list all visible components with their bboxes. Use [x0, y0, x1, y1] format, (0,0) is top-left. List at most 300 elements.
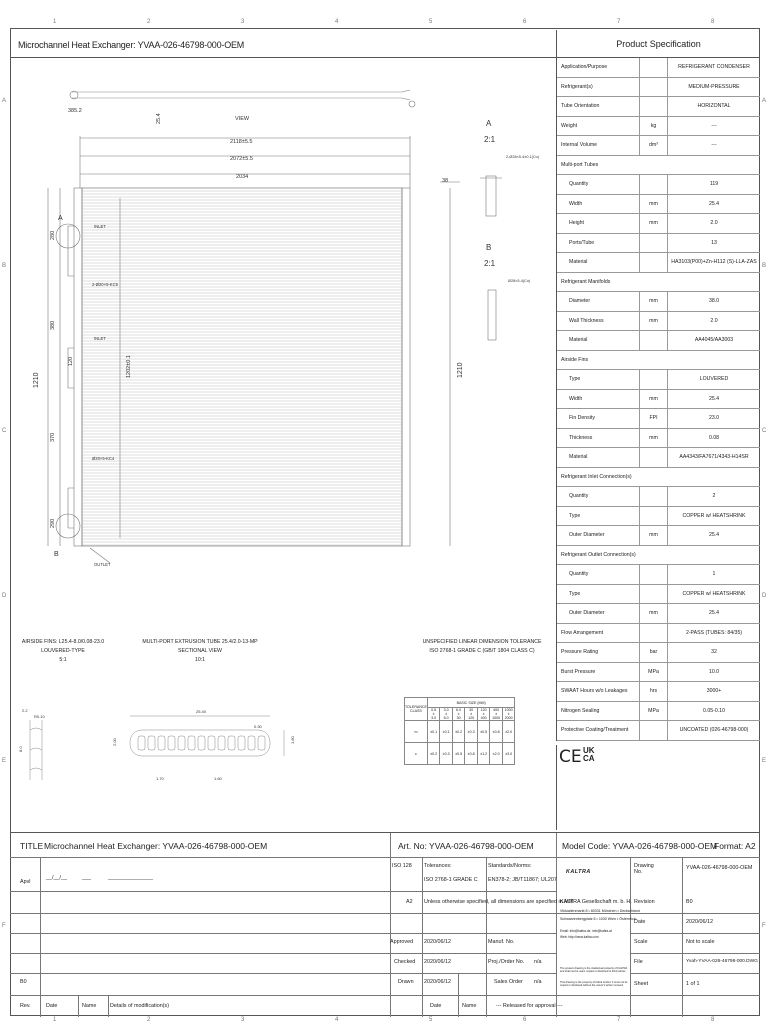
zone-row: B — [2, 263, 7, 269]
tol-class-header: TOLERANCE CLASS — [405, 698, 428, 721]
zone-markers-top — [10, 18, 760, 28]
spec-value: 119 — [667, 175, 760, 194]
dim-280: 280 — [50, 230, 56, 240]
spec-row — [557, 292, 760, 312]
tube-note-scale: 10:1 — [194, 657, 206, 663]
revision-value: B0 — [686, 899, 693, 905]
tol-value: ±2.0 — [502, 721, 515, 743]
spec-value: 10.0 — [667, 663, 760, 682]
spec-row — [557, 136, 760, 156]
zone-col: 8 — [711, 19, 715, 25]
fins-note-line2: LOUVERED-TYPE — [41, 648, 85, 654]
model-code: Model Code: YVAA-026-46798-000-OEM — [562, 841, 718, 851]
apvl-date: __/__/__ — [46, 875, 67, 881]
detail-b-scale: 2:1 — [484, 259, 496, 268]
spec-row — [557, 409, 760, 429]
spec-value: 23.0 — [667, 409, 760, 428]
section-views — [18, 700, 298, 792]
spec-label: Burst Pressure — [561, 668, 596, 675]
spec-value: 38.0 — [667, 292, 760, 311]
spec-unit — [639, 487, 667, 506]
sheet-value: 1 of 1 — [686, 981, 700, 987]
spec-unit — [639, 97, 667, 116]
spec-row — [557, 97, 760, 117]
spec-label: Thickness — [569, 434, 593, 441]
tol-value: ±0.8 — [490, 721, 503, 743]
tol-value: ±0.3 — [440, 743, 453, 765]
spec-label: Fin Density — [569, 415, 595, 422]
tol-value: ±2.0 — [490, 743, 503, 765]
label-a: A — [58, 215, 63, 222]
spec-value: 3000+ — [667, 682, 760, 701]
company-addr-2: Schwarzenbergplatz 6 • 1030 Wien • Österreich — [560, 917, 636, 921]
tol-range: 30 ± 120 — [465, 708, 478, 721]
zone-col: 6 — [523, 19, 527, 25]
spec-value: 32 — [667, 643, 760, 662]
drawing-title: Microchannel Heat Exchanger: YVAA-026-46798-000-OEM — [18, 40, 245, 50]
spec-unit — [639, 507, 667, 526]
spec-value: UNCOATED (026-46798-000) — [667, 721, 760, 740]
spec-unit: dm³ — [639, 136, 667, 155]
fins-note — [18, 638, 108, 665]
tube-dim-width: 25.40 — [196, 709, 207, 714]
company-addr-1: Viktualienmarkt 8 • 80331 München • Deutschland — [560, 909, 640, 913]
spec-row — [557, 624, 760, 644]
checked-label: Checked — [394, 959, 416, 965]
tol-range: 120 ± 400 — [477, 708, 490, 721]
apvl-details: _______________ — [108, 875, 153, 881]
zone-row: E — [2, 758, 7, 764]
spec-label: Protective Coating/Treatment — [561, 727, 629, 734]
spec-unit: MPa — [639, 702, 667, 721]
tol-basic-size-header: BASIC SIZE (MM) — [427, 698, 515, 708]
zone-row: D — [2, 593, 7, 599]
title-label: TITLE — [20, 841, 44, 851]
spec-heading: Refrigerant Manifolds — [561, 278, 611, 285]
title-value: Microchannel Heat Exchanger: YVAA-026-46798-000-OEM — [44, 841, 268, 851]
spec-value: 25.4 — [667, 604, 760, 623]
tol-range: 3.0 ± 6.0 — [440, 708, 453, 721]
spec-label: Nitrogen Sealing — [561, 707, 600, 714]
zone-row: F — [2, 923, 6, 929]
tube-note-line1: MULTI-PORT EXTRUSION TUBE 25.4/2.0-13-MP — [142, 639, 258, 645]
dim-370: 370 — [50, 432, 56, 442]
zone-row: A — [2, 98, 7, 104]
spec-unit — [639, 624, 667, 643]
zone-col: 4 — [335, 1017, 339, 1023]
spec-row — [557, 468, 760, 488]
spec-unit — [639, 565, 667, 584]
spec-row — [557, 663, 760, 683]
spec-value: MEDIUM-PRESSURE — [667, 78, 760, 97]
spec-label: Refrigerant(s) — [561, 83, 593, 90]
standards-value: EN378-2; JB/T11867; UL207 — [488, 877, 557, 883]
spec-label: SWAAT Hours w/o Leakages — [561, 688, 628, 695]
spec-value: 0.08 — [667, 429, 760, 448]
pipe-note-1: 2-Ø20×5-KC5 — [92, 282, 118, 287]
spec-row — [557, 721, 760, 741]
spec-unit: mm — [639, 390, 667, 409]
spec-unit: bar — [639, 643, 667, 662]
spec-value: LOUVERED — [667, 370, 760, 389]
spec-value: 2-PASS (TUBES: 84/35) — [667, 624, 760, 643]
spec-label: Material — [569, 259, 588, 266]
dim-38: 38 — [442, 178, 449, 184]
spec-row — [557, 682, 760, 702]
tube-port — [198, 736, 205, 750]
spec-label: Diameter — [569, 298, 591, 305]
zone-col: 7 — [617, 19, 621, 25]
spec-unit: hrs — [639, 682, 667, 701]
spec-row — [557, 195, 760, 215]
dim-1202: 1202±0.1 — [126, 355, 132, 378]
tube-note-line2: SECTIONAL VIEW — [178, 648, 222, 654]
tolerance-note-line1: UNSPECIFIED LINEAR DIMENSION TOLERANCE — [422, 639, 542, 645]
zone-row: F — [762, 923, 766, 929]
zone-markers-right — [760, 28, 770, 1016]
spec-value: HA3103(P00)+Zn-H112 (S)-LLA-ZAS — [667, 253, 760, 272]
spec-value: 2.0 — [667, 214, 760, 233]
detail-a-note: 2-Ø28×5-4±0.1(Cu) — [506, 155, 540, 159]
spec-label: Type — [569, 512, 581, 519]
company-web: Web: http://www.kaltra.com — [560, 935, 599, 939]
spec-value: 1 — [667, 565, 760, 584]
tube-dim-a: 0.30 — [254, 724, 262, 729]
spec-unit — [639, 721, 667, 740]
spec-row — [557, 604, 760, 624]
tol-value: ±0.3 — [465, 721, 478, 743]
spec-label: Tube Orientation — [561, 103, 600, 110]
sales-order-label: Sales Order — [494, 979, 523, 985]
spec-unit: mm — [639, 429, 667, 448]
tol-value: ±0.5 — [452, 743, 465, 765]
ce-mark-icon: CE — [559, 747, 582, 767]
spec-row — [557, 273, 760, 293]
spec-label: Width — [569, 395, 583, 402]
legal-note-2: This drawing is the property of Kaltra GmbH. It must not be copied or disclosed without the owner's written consent — [560, 981, 628, 988]
spec-unit: mm — [639, 292, 667, 311]
name-label-2: Name — [462, 1003, 477, 1009]
spec-row — [557, 351, 760, 371]
zone-col: 7 — [617, 1017, 621, 1023]
unless-note: Unless otherwise specified, all dimensions are specified in MM — [424, 899, 574, 905]
spec-value: REFRIGERANT CONDENSER — [667, 58, 760, 77]
spec-row — [557, 390, 760, 410]
spec-label: Weight — [561, 122, 578, 129]
tol-value: ±0.1 — [440, 721, 453, 743]
dim-290: 290 — [50, 518, 56, 528]
tolerance-note — [412, 638, 552, 656]
spec-value: --- — [667, 136, 760, 155]
tolerances-label: Tolerances: — [424, 863, 452, 869]
company-email: Email: info@kaltra.de, info@kaltra.at — [560, 929, 612, 933]
spec-row — [557, 175, 760, 195]
drawn-date: 2020/06/12 — [424, 979, 451, 985]
spec-row — [557, 253, 760, 273]
approved-label: Approved — [390, 939, 414, 945]
spec-label: Application/Purpose — [561, 64, 608, 71]
tol-value: ±0.2 — [452, 721, 465, 743]
art-no: Art. No: YVAA-026-46798-000-OEM — [398, 841, 534, 851]
drawing-no-value: YVAA-026-46798-000-OEM — [686, 865, 753, 871]
spec-heading: Airside Fins — [561, 356, 589, 363]
spec-table — [556, 58, 760, 741]
tol-range: 6.0 ± 30 — [452, 708, 465, 721]
tol-value: ±0.5 — [477, 721, 490, 743]
spec-row — [557, 331, 760, 351]
certification-marks — [556, 745, 760, 830]
tube-dim-pitch: 1.80 — [290, 736, 295, 744]
dim-254: 25.4 — [156, 113, 162, 124]
zone-col: 1 — [53, 19, 57, 25]
spec-unit: kg — [639, 117, 667, 136]
tube-port — [158, 736, 165, 750]
spec-row — [557, 565, 760, 585]
spec-row — [557, 507, 760, 527]
spec-unit — [639, 448, 667, 467]
spec-row — [557, 58, 760, 78]
spec-unit — [639, 234, 667, 253]
label-b: B — [54, 551, 59, 558]
spec-unit: mm — [639, 604, 667, 623]
tube-port — [238, 736, 245, 750]
proj-order-label: Proj./Order No. — [488, 959, 525, 965]
details-label: Details of modification(s) — [110, 1003, 170, 1009]
pipe-note-2: Ø20×5-KC4 — [92, 456, 115, 461]
spec-value: AA4045/AA3003 — [667, 331, 760, 350]
date-value: 2020/06/12 — [686, 919, 713, 925]
sheet-label: Sheet — [634, 981, 649, 987]
spec-label: Type — [569, 376, 581, 383]
dim-top-small: 385.2 — [68, 108, 82, 114]
tube-port — [218, 736, 225, 750]
file-label: File — [634, 959, 643, 965]
spec-label: Wall Thickness — [569, 317, 604, 324]
zone-row: E — [762, 758, 767, 764]
spec-unit — [639, 370, 667, 389]
zone-row: B — [762, 263, 767, 269]
zone-markers-left — [0, 28, 10, 1016]
tube-port — [188, 736, 195, 750]
tol-range: 0.5 ± 3.0 — [427, 708, 440, 721]
detail-a-label: A — [486, 119, 492, 128]
dim-2118: 2118±5.5 — [230, 139, 253, 145]
spec-unit — [639, 331, 667, 350]
checked-date: 2020/06/12 — [424, 959, 451, 965]
spec-row — [557, 78, 760, 98]
tol-value: ±1.2 — [477, 743, 490, 765]
revision-label: Revision — [634, 899, 655, 905]
zone-col: 8 — [711, 1017, 715, 1023]
spec-title: Product Specification — [556, 30, 760, 58]
a2-label: A2 — [406, 899, 413, 905]
drawing-no-label: Drawing No. — [634, 863, 654, 875]
proj-order-value: n/a — [534, 959, 542, 965]
zone-col: 2 — [147, 19, 151, 25]
spec-unit: mm — [639, 526, 667, 545]
zone-col: 6 — [523, 1017, 527, 1023]
sales-order-value: n/a — [534, 979, 542, 985]
fin-dim-c: R0.10 — [34, 714, 45, 719]
manuf-no-label: Manuf. No. — [488, 939, 515, 945]
tolerance-table — [404, 697, 515, 765]
scale-label: Scale — [634, 939, 648, 945]
tube-port — [228, 736, 235, 750]
dim-2034: 2034 — [236, 174, 249, 180]
spec-label: Outer Diameter — [569, 610, 605, 617]
tube-port — [148, 736, 155, 750]
spec-label: Quantity — [569, 493, 589, 500]
spec-unit — [639, 78, 667, 97]
zone-row: C — [2, 428, 7, 434]
spec-label: Quantity — [569, 571, 589, 578]
zone-row: A — [762, 98, 767, 104]
file-value: Yvah-YVAA-026-46798-000.DWG — [686, 959, 758, 964]
company-logo: KALTRA — [566, 869, 591, 875]
spec-row — [557, 429, 760, 449]
spec-label: Material — [569, 454, 588, 461]
tolerances-value: ISO 2768-1 GRADE C — [424, 877, 478, 883]
inlet-label-2: INLET — [94, 336, 106, 341]
zone-markers-bottom — [10, 1016, 760, 1024]
date-label: Date — [46, 1003, 58, 1009]
fins-note-line1: AIRSIDE FINS: L25.4-8.0/0.08-23.0 — [21, 639, 105, 645]
tol-class: m — [405, 721, 428, 743]
dim-1210-left: 1210 — [33, 372, 40, 388]
name-label: Name — [82, 1003, 97, 1009]
spec-heading: Multi-port Tubes — [561, 161, 599, 168]
spec-value: 25.4 — [667, 390, 760, 409]
tube-dim-b: 1.70 — [156, 776, 164, 781]
inlet-label-1: INLET — [94, 224, 106, 229]
rev-b0: B0 — [20, 979, 27, 985]
spec-value: 2 — [667, 487, 760, 506]
fin-dim-b: 8.0 — [18, 746, 23, 752]
spec-unit: mm — [639, 195, 667, 214]
spec-unit: mm — [639, 312, 667, 331]
dim-1210-right: 1210 — [457, 362, 464, 378]
tube-dim-h: 2.00 — [112, 738, 117, 746]
spec-label: Flow Arrangement — [561, 629, 604, 636]
zone-col: 5 — [429, 1017, 433, 1023]
tol-value: ±3.0 — [502, 743, 515, 765]
tube-note — [140, 638, 260, 665]
spec-value: AA4343/FA7671/4343-H14SR — [667, 448, 760, 467]
spec-row — [557, 156, 760, 176]
spec-value: HORIZONTAL — [667, 97, 760, 116]
spec-value: 25.4 — [667, 526, 760, 545]
tol-class: c — [405, 743, 428, 765]
apvl-name: ___ — [82, 875, 91, 881]
rev-label: Rev. — [20, 1003, 31, 1009]
company-name: KALTRA Gesellschaft m. b. H. — [560, 899, 632, 905]
spec-label: Height — [569, 220, 584, 227]
tube-port — [258, 736, 265, 750]
spec-row — [557, 312, 760, 332]
view-label: VIEW — [235, 116, 250, 122]
ukca-mark-icon: UK CA — [583, 746, 595, 763]
spec-unit: FPI — [639, 409, 667, 428]
date-label-3: Date — [634, 919, 646, 925]
release-status: --- Released for approval --- — [496, 1003, 563, 1009]
spec-value: 0.05-0.10 — [667, 702, 760, 721]
spec-row — [557, 643, 760, 663]
zone-col: 5 — [429, 19, 433, 25]
zone-row: D — [762, 593, 767, 599]
zone-col: 1 — [53, 1017, 57, 1023]
zone-col: 2 — [147, 1017, 151, 1023]
spec-unit — [639, 585, 667, 604]
spec-row — [557, 702, 760, 722]
tol-value: ±0.2 — [427, 743, 440, 765]
spec-label: Outer Diameter — [569, 532, 605, 539]
spec-row — [557, 585, 760, 605]
scale-value: Not to scale — [686, 939, 715, 945]
spec-value: 2.0 — [667, 312, 760, 331]
spec-row — [557, 546, 760, 566]
drawn-label: Drawn — [398, 979, 414, 985]
spec-label: Width — [569, 200, 583, 207]
detail-a-scale: 2:1 — [484, 135, 496, 144]
date-label-2: Date — [430, 1003, 442, 1009]
zone-col: 3 — [241, 1017, 245, 1023]
spec-heading: Refrigerant Inlet Connection(s) — [561, 473, 632, 480]
tol-range: 1000 ± 2000 — [502, 708, 515, 721]
standards-label: Standards/Norms: — [488, 863, 532, 869]
tube-port — [138, 736, 145, 750]
spec-value: COPPER w/ HEATSHRINK — [667, 507, 760, 526]
tube-dim-c: 1.60 — [214, 776, 222, 781]
outlet-label: OUTLET — [94, 562, 111, 567]
approved-date: 2020/06/12 — [424, 939, 451, 945]
spec-row — [557, 234, 760, 254]
tube-port — [208, 736, 215, 750]
spec-row — [557, 214, 760, 234]
spec-label: Material — [569, 337, 588, 344]
spec-row — [557, 370, 760, 390]
tube-port — [168, 736, 175, 750]
tol-value: ±0.1 — [427, 721, 440, 743]
zone-col: 4 — [335, 19, 339, 25]
zone-row: C — [762, 428, 767, 434]
iso128: ISO 128 — [392, 863, 412, 869]
detail-b-label: B — [486, 243, 492, 252]
spec-value: 25.4 — [667, 195, 760, 214]
spec-unit — [639, 58, 667, 77]
spec-value: COPPER w/ HEATSHRINK — [667, 585, 760, 604]
spec-label: Type — [569, 590, 581, 597]
tube-port — [248, 736, 255, 750]
spec-unit: mm — [639, 214, 667, 233]
spec-value: --- — [667, 117, 760, 136]
format: Format: A2 — [714, 841, 756, 851]
detail-b-note: Ø28×5-4(Cu) — [508, 279, 531, 283]
spec-unit — [639, 253, 667, 272]
zone-col: 3 — [241, 19, 245, 25]
dim-380: 380 — [50, 320, 56, 330]
spec-label: Pressure Rating — [561, 649, 599, 656]
spec-heading: Refrigerant Outlet Connection(s) — [561, 551, 636, 558]
spec-value: 13 — [667, 234, 760, 253]
tube-port — [178, 736, 185, 750]
apvl-label: Apvl — [20, 879, 31, 885]
spec-unit: MPa — [639, 663, 667, 682]
fins-note-scale: 5:1 — [59, 657, 67, 663]
tol-range: 400 ± 1000 — [490, 708, 503, 721]
dim-120: 120 — [68, 356, 74, 366]
dim-2072: 2072±5.5 — [230, 156, 253, 162]
tolerance-note-line2: ISO 2768-1 GRADE C (GB/T 1804 CLASS C) — [429, 648, 535, 654]
